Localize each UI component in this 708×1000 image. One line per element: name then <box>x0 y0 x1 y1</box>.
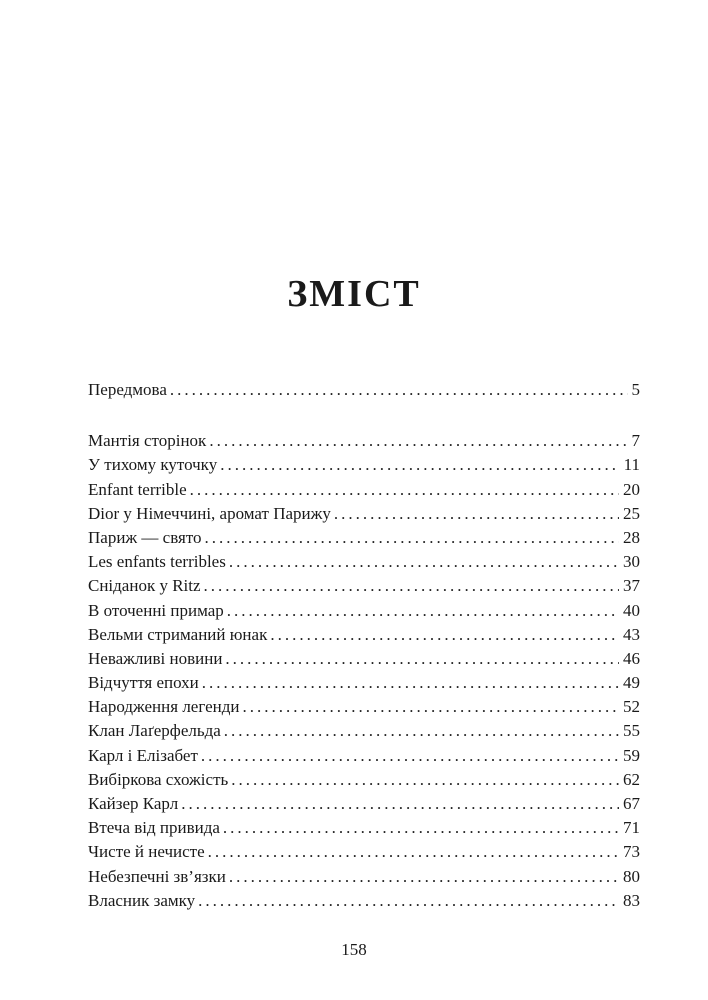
toc-entry-page: 73 <box>623 842 640 862</box>
toc-entry-page: 83 <box>623 890 640 910</box>
toc-entry-page: 62 <box>623 769 640 789</box>
dot-leader <box>202 673 619 693</box>
toc-entry-page: 55 <box>623 721 640 741</box>
toc-entry <box>88 431 640 455</box>
toc-entry <box>88 380 640 404</box>
toc-entry-title: Кайзер Карл <box>88 794 179 813</box>
toc-entry-page: 20 <box>623 479 640 499</box>
toc-entry <box>88 528 640 552</box>
toc-entry-title: Власник замку <box>88 890 196 910</box>
dot-leader <box>201 746 619 766</box>
dot-leader <box>242 697 619 717</box>
page-number: 158 <box>341 940 367 959</box>
toc-entry-page: 25 <box>623 503 640 523</box>
toc-entry-page: 67 <box>623 794 640 813</box>
page-title: ЗМІСТ <box>287 273 421 315</box>
toc-entry <box>88 794 640 818</box>
dot-leader <box>225 649 619 669</box>
toc-entry-page: 40 <box>623 600 640 620</box>
toc-entry <box>88 625 640 649</box>
toc-entry <box>88 746 640 770</box>
dot-leader <box>270 625 619 645</box>
dot-leader <box>190 480 619 500</box>
toc-entry-title: Сніданок у Ritz <box>88 576 201 596</box>
toc-entry-title: Небезпечні зв’язки <box>88 866 226 886</box>
toc-entry-page: 37 <box>623 576 640 596</box>
toc-entry <box>88 673 640 697</box>
toc-entry-title: Карл і Елізабет <box>88 745 198 765</box>
toc-entry-title: Відчуття епохи <box>88 673 199 693</box>
toc-entry <box>88 504 640 528</box>
toc-entry-title: Клан Лаґерфельда <box>88 721 221 741</box>
toc-entry <box>88 842 640 866</box>
toc-entry-page: 52 <box>623 697 640 717</box>
toc-entry-page: 5 <box>631 380 640 399</box>
toc-entry <box>88 697 640 721</box>
toc-entry-page: 43 <box>623 624 640 644</box>
toc-entry-page: 11 <box>623 455 640 475</box>
toc-entry-page: 71 <box>623 818 640 838</box>
toc-entry <box>88 601 640 625</box>
toc-entry-title: Передмова <box>88 380 167 399</box>
dot-leader <box>181 794 619 814</box>
toc-entry-page: 28 <box>623 527 640 547</box>
toc-entry-title: Чисте й нечисте <box>88 842 205 862</box>
toc-entry-title: Enfant terrible <box>88 479 187 499</box>
dot-leader <box>227 601 619 621</box>
toc-entry-page: 7 <box>631 431 640 451</box>
toc-entry-title: Dior у Німеччині, аромат Парижу <box>88 503 331 523</box>
toc-entry-page: 80 <box>623 866 640 886</box>
dot-leader <box>224 721 619 741</box>
dot-leader <box>334 504 619 524</box>
toc-entry-title: Народження легенди <box>88 697 240 717</box>
toc-entry <box>88 770 640 794</box>
toc-entry <box>88 649 640 673</box>
dot-leader <box>229 867 619 887</box>
toc-entry-page: 49 <box>623 673 640 693</box>
toc-entry <box>88 818 640 842</box>
toc-entry-title: Вибіркова схожість <box>88 769 229 789</box>
toc-entry <box>88 891 640 915</box>
dot-leader <box>231 770 619 790</box>
toc-entry-title: Париж — свято <box>88 527 202 547</box>
toc-entry-title: Втеча від привида <box>88 818 220 838</box>
toc-entry-page: 59 <box>623 745 640 765</box>
dot-leader <box>204 576 619 596</box>
dot-leader <box>205 528 619 548</box>
toc-entry <box>88 576 640 600</box>
toc-entry-title: Les enfants terribles <box>88 552 226 572</box>
dot-leader <box>198 891 619 911</box>
toc-entry <box>88 455 640 479</box>
toc-entry <box>88 721 640 745</box>
dot-leader <box>209 431 627 451</box>
toc-entry <box>88 867 640 891</box>
toc-entry-title: Мантія сторінок <box>88 431 207 451</box>
toc-entry-title: В оточенні примар <box>88 600 224 620</box>
dot-leader <box>208 842 619 862</box>
toc-entry-title: У тихому куточку <box>88 455 218 475</box>
toc-entry <box>88 552 640 576</box>
dot-leader <box>170 380 628 400</box>
toc-entry-page: 46 <box>623 648 640 668</box>
toc-entry-page: 30 <box>623 552 640 572</box>
toc-entry <box>88 480 640 504</box>
dot-leader <box>229 552 619 572</box>
dot-leader <box>223 818 619 838</box>
table-of-contents <box>88 380 640 915</box>
toc-entry-title: Неважливі новини <box>88 648 223 668</box>
toc-entry-title: Вельми стриманий юнак <box>88 624 268 644</box>
dot-leader <box>220 455 619 475</box>
